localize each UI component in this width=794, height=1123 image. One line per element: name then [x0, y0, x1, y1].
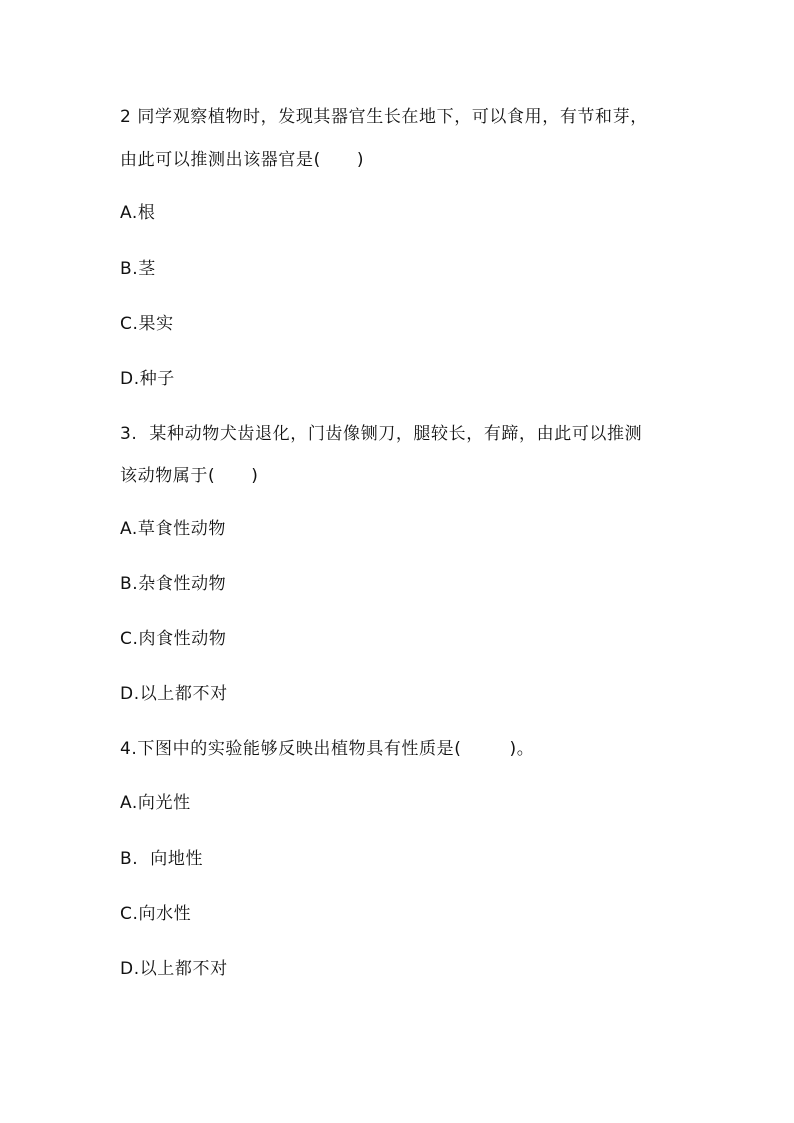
question-3-option-c: C.肉食性动物 [120, 629, 227, 649]
question-3-stem-line-2: 该动物属于( ) [120, 466, 259, 486]
question-3-stem-line-1: 3. 某种动物犬齿退化，门齿像铡刀，腿较长，有蹄，由此可以推测 [120, 424, 643, 444]
question-2-option-a: A.根 [120, 203, 156, 223]
question-4-option-c: C.向水性 [120, 904, 192, 924]
question-2-stem-line-1: 2 同学观察植物时，发现其器官生长在地下，可以食用，有节和芽， [120, 107, 648, 127]
question-3-option-d: D.以上都不对 [120, 684, 228, 704]
question-2-option-b: B.茎 [120, 259, 156, 279]
question-2-option-c: C.果实 [120, 314, 174, 334]
question-2-option-d: D.种子 [120, 369, 175, 389]
question-4-option-d: D.以上都不对 [120, 959, 228, 979]
question-4-option-a: A.向光性 [120, 793, 191, 813]
question-3-option-b: B.杂食性动物 [120, 574, 227, 594]
question-4-stem-line-1: 4.下图中的实验能够反映出植物具有性质是( )。 [120, 739, 535, 759]
question-4-option-b: B. 向地性 [120, 849, 204, 869]
question-3-option-a: A.草食性动物 [120, 519, 226, 539]
question-2-stem-line-2: 由此可以推测出该器官是( ) [120, 150, 365, 170]
